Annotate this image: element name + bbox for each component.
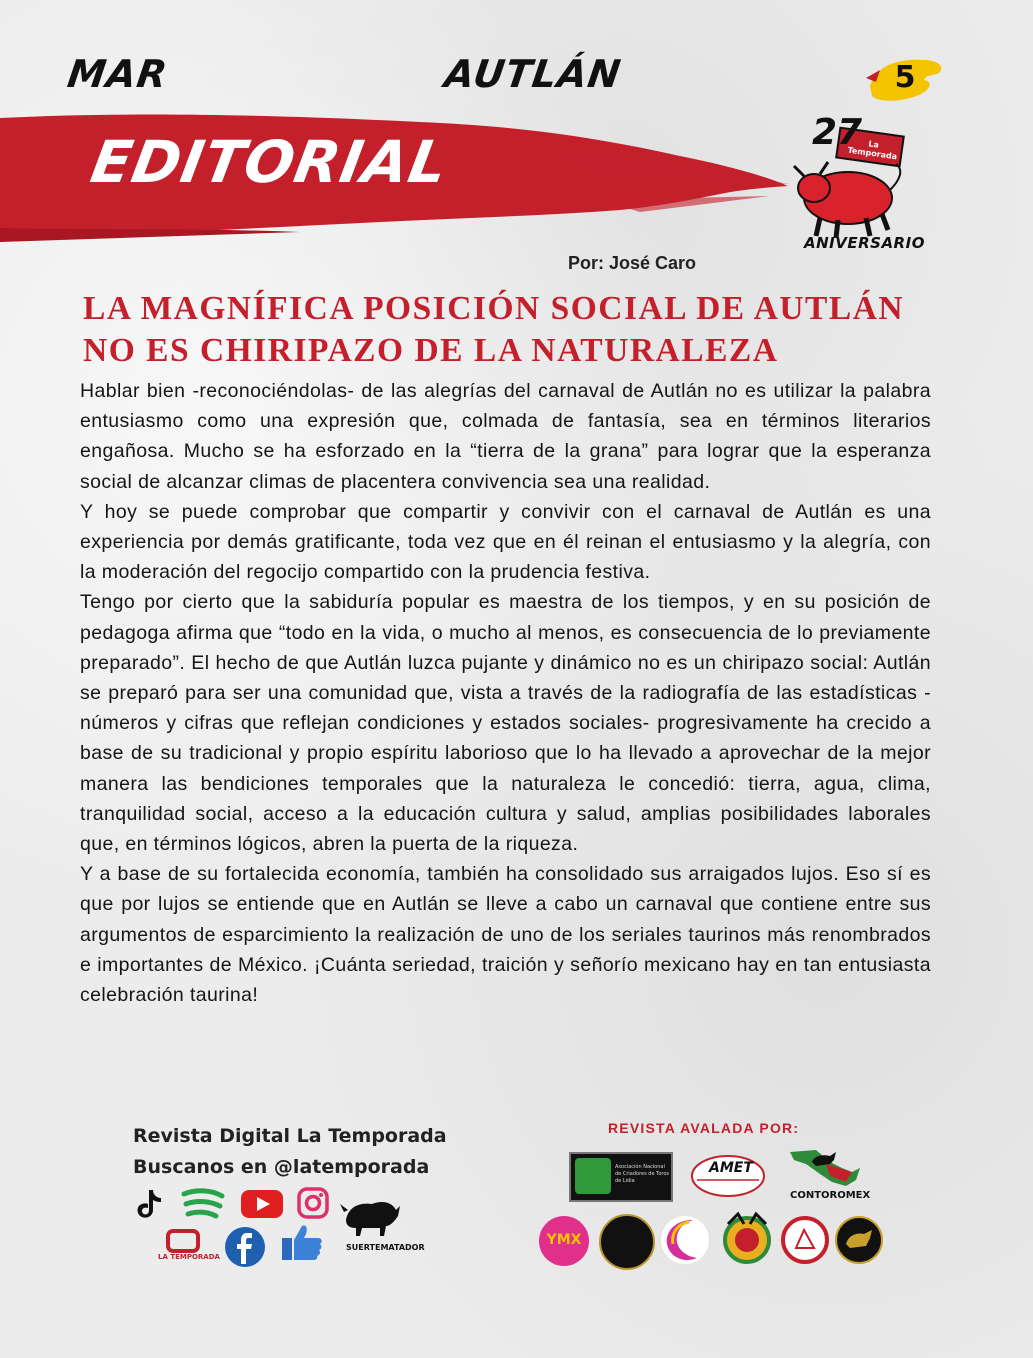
- youtube-icon[interactable]: [240, 1188, 284, 1220]
- amet-logo: [689, 1154, 767, 1198]
- ymx-text: YMX: [546, 1232, 582, 1248]
- article-author: Por: José Caro: [568, 253, 697, 273]
- contoromex-logo: [786, 1146, 871, 1206]
- anniversary-badge-text: La Temporada: [847, 139, 898, 162]
- paragraph: Tengo por cierto que la sabiduría popular es maestra de los tiempos, y en su posición de pedagoga afirma que “todo en la vida, o mucho al menos, es consecuencia de lo previamente preparado”. El hecho de que Autlán luzca pujante y dinámico no es un chiripazo social: Autlán se preparó para ser una comunidad que, vista a través de la radiografía de las estadísticas -números y cifras que reflejan condiciones y estados sociales- progresivamente ha crecido a base de su tradicional y propio espíritu laborioso que lo ha llevado a aprovechar de la mejor manera las bendiciones temporales que la naturaleza le concedió: tierra, agua, clima, tranquilidad social, acceso a la educación cultura y salud, amplias posibilidades laborales que, en términos lógicos, abren la puerta de la riqueza.: [80, 591, 931, 856]
- headline-line-1: LA MAGNÍFICA POSICIÓN SOCIAL DE AUTLÁN: [83, 290, 905, 327]
- instagram-icon[interactable]: [296, 1186, 330, 1220]
- bull-silhouette-icon: [338, 1190, 402, 1242]
- page-number: 5: [894, 60, 916, 95]
- suertematador-logo: SUERTEMATADOR: [346, 1243, 425, 1252]
- red-ring-logo: [780, 1214, 830, 1266]
- like-icon[interactable]: [280, 1222, 324, 1262]
- spotify-icon[interactable]: [180, 1186, 226, 1222]
- anniversary-label: ANIVERSARIO: [804, 234, 925, 252]
- paragraph: Hablar bien -reconociéndolas- de las alegrías del carnaval de Autlán no es utilizar la palabra entusiasmo como una expresión que, colmada de fantasía, sea en términos literarios engañosa. Mucho se ha esforzado en la “tierra de la grana” para lograr que la esperanza social de alcanzar climas de placentera convivencia sea una realidad.: [80, 380, 931, 493]
- header-month: MAR: [64, 52, 171, 96]
- festival-crest-logo: [718, 1210, 776, 1266]
- endorsed-by-label: REVISTA AVALADA POR:: [608, 1120, 800, 1136]
- headline-line-2: NO ES CHIRIPAZO DE LA NATURALEZA: [83, 332, 779, 369]
- tiktok-icon[interactable]: [133, 1188, 163, 1220]
- article-headline: [83, 288, 983, 372]
- promo-title: Revista Digital La Temporada: [133, 1125, 447, 1147]
- dark-bull-seal-logo: [834, 1214, 884, 1266]
- ymx-logo: [539, 1216, 589, 1266]
- mexico-map-bull-icon: [786, 1146, 866, 1192]
- promo-block: [133, 1120, 447, 1182]
- anniversary-number: 27: [812, 112, 863, 153]
- header-city: AUTLÁN: [441, 52, 624, 96]
- promo-handle: Buscanos en @latemporada: [133, 1156, 430, 1178]
- moon-logo: [659, 1214, 711, 1266]
- article-body: [80, 376, 931, 1010]
- circular-emblem-logo: [599, 1214, 655, 1270]
- amet-text: AMET: [709, 1160, 753, 1176]
- paragraph: Y hoy se puede comprobar que compartir y convivir con el carnaval de Autlán es una experiencia por demás gratificante, toda vez que en él reinan el entusiasmo y la alegría, con la moderación del regocijo compartido con la prudencia festiva.: [80, 500, 931, 584]
- page-number-badge: [866, 56, 944, 106]
- anctl-text: Asociación Nacional de Criadores de Toros de Lidia: [615, 1164, 670, 1184]
- latemporada-tv-label: LA TEMPORADA: [158, 1253, 220, 1261]
- contoromex-text: CONTOROMEX: [790, 1190, 871, 1201]
- facebook-icon[interactable]: [224, 1226, 266, 1268]
- section-title: EDITORIAL: [86, 128, 454, 196]
- paragraph: Y a base de su fortalecida economía, también ha consolidado sus arraigados lujos. Eso sí es que por lujos se entiende que en Autlán se lleve a cabo un carnaval que contiene entre sus argumentos de esparcimiento la realización de uno de los seriales taurinos más renombrados e importantes de México. ¡Cuánta seriedad, traición y señorío mexicano hay en tan entusiasta celebración taurina!: [80, 863, 931, 1007]
- anctl-logo: [569, 1152, 673, 1202]
- anniversary-logo: [790, 110, 925, 260]
